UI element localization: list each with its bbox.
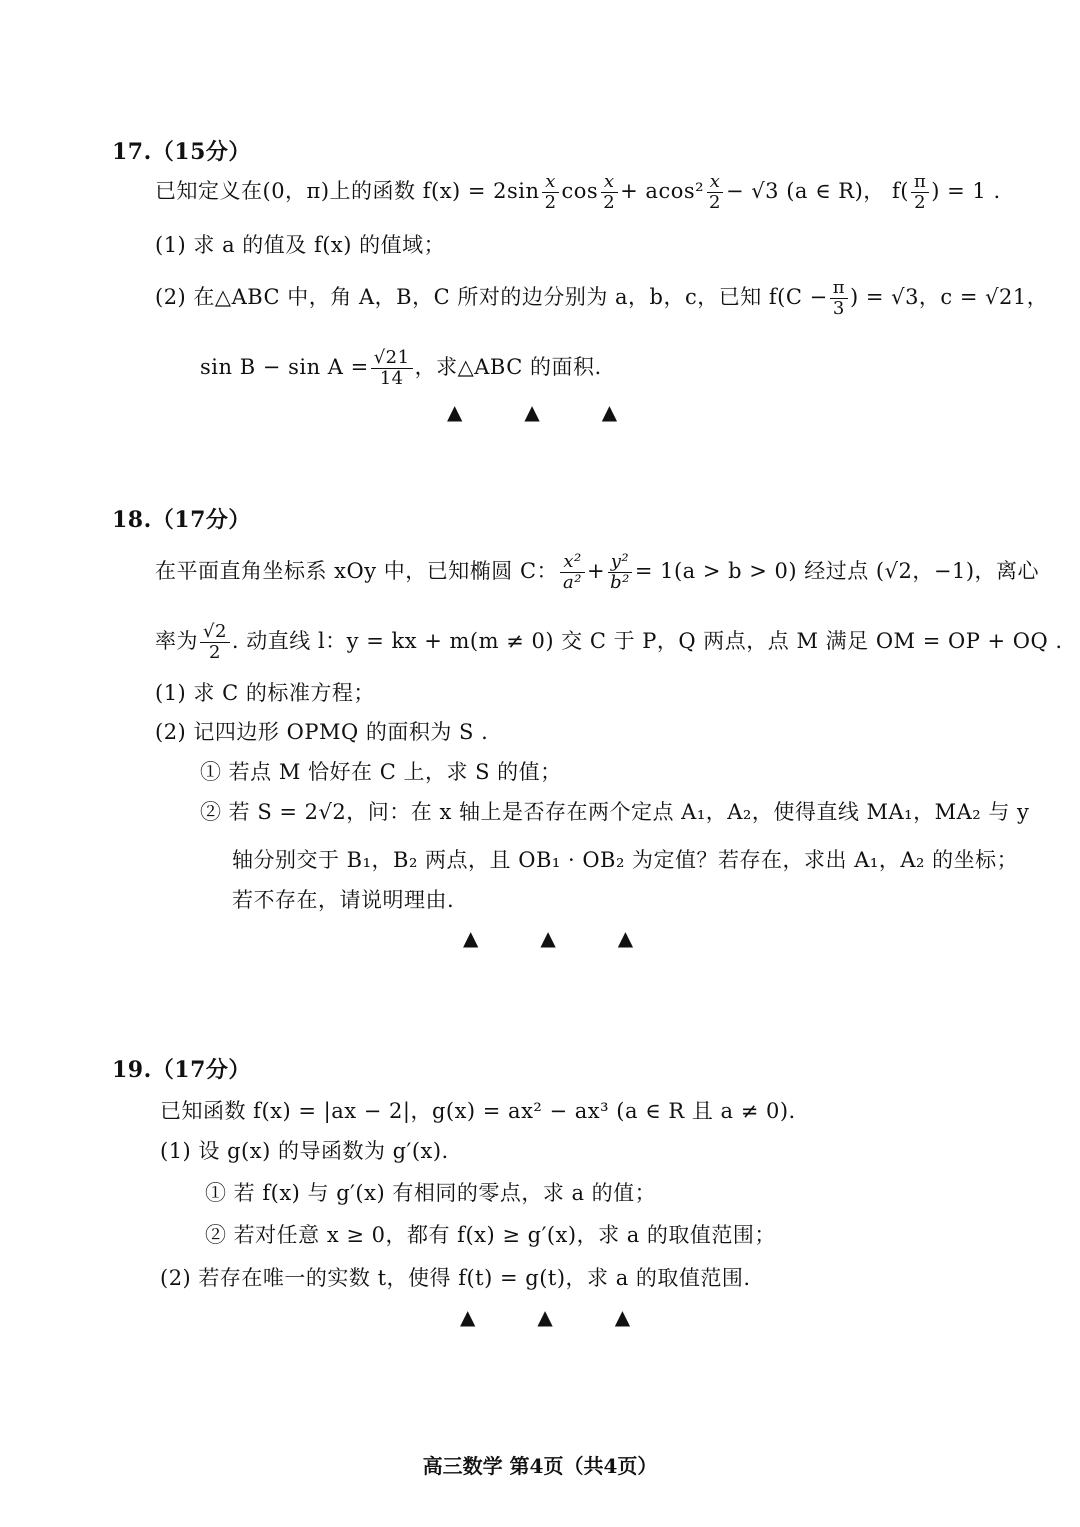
q18-header: 18.（17分） — [112, 507, 251, 533]
frac-num: √21 — [371, 348, 413, 369]
q17-stem — [155, 172, 1001, 213]
frac-num: x — [601, 172, 618, 193]
frac-den: a² — [563, 572, 582, 593]
frac-num: √2 — [200, 622, 230, 643]
q17-stem-mid2: + acos² — [620, 179, 705, 203]
q17-stem-tail: − √3 (a ∈ R)， f( — [726, 179, 909, 203]
frac-den: 3 — [832, 298, 845, 319]
triangle-icon: ▲ — [447, 400, 463, 424]
q17-part2-lead: (2) 在△ABC 中，角 A，B，C 所对的边分别为 a，b，c，已知 f(C − — [155, 285, 828, 309]
q17-frac-sqrt21-over-14 — [371, 348, 413, 389]
triangle-icon: ▲ — [537, 1305, 553, 1329]
q18-frac-y2-over-b2 — [607, 552, 633, 593]
q18-part1: (1) 求 C 的标准方程； — [155, 681, 375, 705]
q18-stem2 — [155, 622, 1063, 663]
q18-sub1: ① 若点 M 恰好在 C 上，求 S 的值； — [200, 760, 562, 784]
q19-end-markers — [460, 1305, 630, 1329]
q17-frac-x-over-2c — [706, 172, 724, 213]
q17-frac-x-over-2b — [600, 172, 618, 213]
q17-stem-end: ) = 1 . — [931, 179, 1001, 203]
q17-header: 17.（15分） — [112, 139, 251, 165]
frac-den: 2 — [208, 642, 221, 663]
q17-frac-pi-over-3 — [830, 278, 848, 319]
q17-end-markers — [447, 400, 617, 424]
triangle-icon: ▲ — [524, 400, 540, 424]
q19-header: 19.（17分） — [112, 1057, 251, 1083]
q19-stem: 已知函数 f(x) = |ax − 2|，g(x) = ax² − ax³ (a ∈ R 且 a ≠ 0). — [160, 1099, 796, 1123]
q19-sub2: ② 若对任意 x ≥ 0，都有 f(x) ≥ g′(x)，求 a 的取值范围； — [205, 1223, 776, 1247]
frac-den: 2 — [709, 192, 721, 213]
q18-part2: (2) 记四边形 OPMQ 的面积为 S . — [155, 720, 489, 744]
q18-stem — [155, 552, 1039, 593]
page-footer: 高三数学 第4页（共4页） — [422, 1454, 658, 1478]
q17-frac-pi-over-2 — [911, 172, 929, 213]
frac-num: y² — [608, 552, 632, 573]
q18-stem-lead: 在平面直角坐标系 xOy 中，已知椭圆 C： — [155, 559, 559, 583]
q17-part2b-lead: sin B − sin A = — [200, 355, 369, 379]
frac-num: π — [830, 278, 848, 299]
frac-num: x² — [560, 552, 584, 573]
q18-sub2-line2: 轴分别交于 B₁，B₂ 两点，且 OB₁ · OB₂ 为定值？若存在，求出 A₁，A₂ 的坐标； — [232, 848, 1019, 872]
q17-part2b — [200, 348, 602, 389]
q19-part1: (1) 设 g(x) 的导函数为 g′(x). — [160, 1139, 449, 1163]
triangle-icon: ▲ — [540, 926, 556, 950]
q17-stem-mid1: cos — [561, 179, 599, 203]
frac-num: π — [911, 172, 929, 193]
q17-part2b-tail: ，求△ABC 的面积. — [414, 355, 602, 379]
q17-part2 — [155, 278, 1048, 319]
q19-sub1: ① 若 f(x) 与 g′(x) 有相同的零点，求 a 的值； — [205, 1181, 657, 1205]
q18-frac-x2-over-a2 — [560, 552, 585, 593]
q17-frac-x-over-2 — [542, 172, 560, 213]
q19-part2: (2) 若存在唯一的实数 t，使得 f(t) = g(t)，求 a 的取值范围. — [160, 1266, 751, 1290]
q18-end-markers — [463, 926, 633, 950]
q17-part2-tail: ) = √3，c = √21， — [850, 285, 1049, 309]
q18-stem-tail: = 1(a > b > 0) 经过点 (√2，−1)，离心 — [634, 559, 1040, 583]
frac-den: 2 — [544, 192, 557, 213]
q18-stem2-tail: . 动直线 l：y = kx + m(m ≠ 0) 交 C 于 P，Q 两点，点 M 满足 OM = OP + OQ . — [231, 629, 1063, 653]
q17-stem-lead: 已知定义在(0，π)上的函数 f(x) = 2sin — [155, 179, 540, 203]
q18-sub2-line3: 若不存在，请说明理由. — [232, 888, 455, 912]
frac-den: 2 — [914, 192, 927, 213]
frac-num: x — [707, 172, 724, 193]
frac-den: b² — [610, 572, 630, 593]
q18-stem2-lead: 率为 — [155, 629, 198, 653]
q18-stem-plus: + — [586, 559, 606, 583]
triangle-icon: ▲ — [614, 1305, 631, 1329]
triangle-icon: ▲ — [460, 1305, 476, 1329]
q17-part1: (1) 求 a 的值及 f(x) 的值域； — [155, 233, 446, 257]
triangle-icon: ▲ — [617, 926, 634, 950]
frac-den: 2 — [603, 192, 616, 213]
frac-num: x — [542, 172, 559, 193]
triangle-icon: ▲ — [601, 400, 618, 424]
q18-sub2-line1: ② 若 S = 2√2，问：在 x 轴上是否存在两个定点 A₁，A₂，使得直线 MA₁，MA₂ 与 y — [200, 800, 1030, 824]
frac-den: 14 — [379, 368, 404, 389]
q18-frac-sqrt2-over-2 — [200, 622, 230, 663]
triangle-icon: ▲ — [463, 926, 479, 950]
